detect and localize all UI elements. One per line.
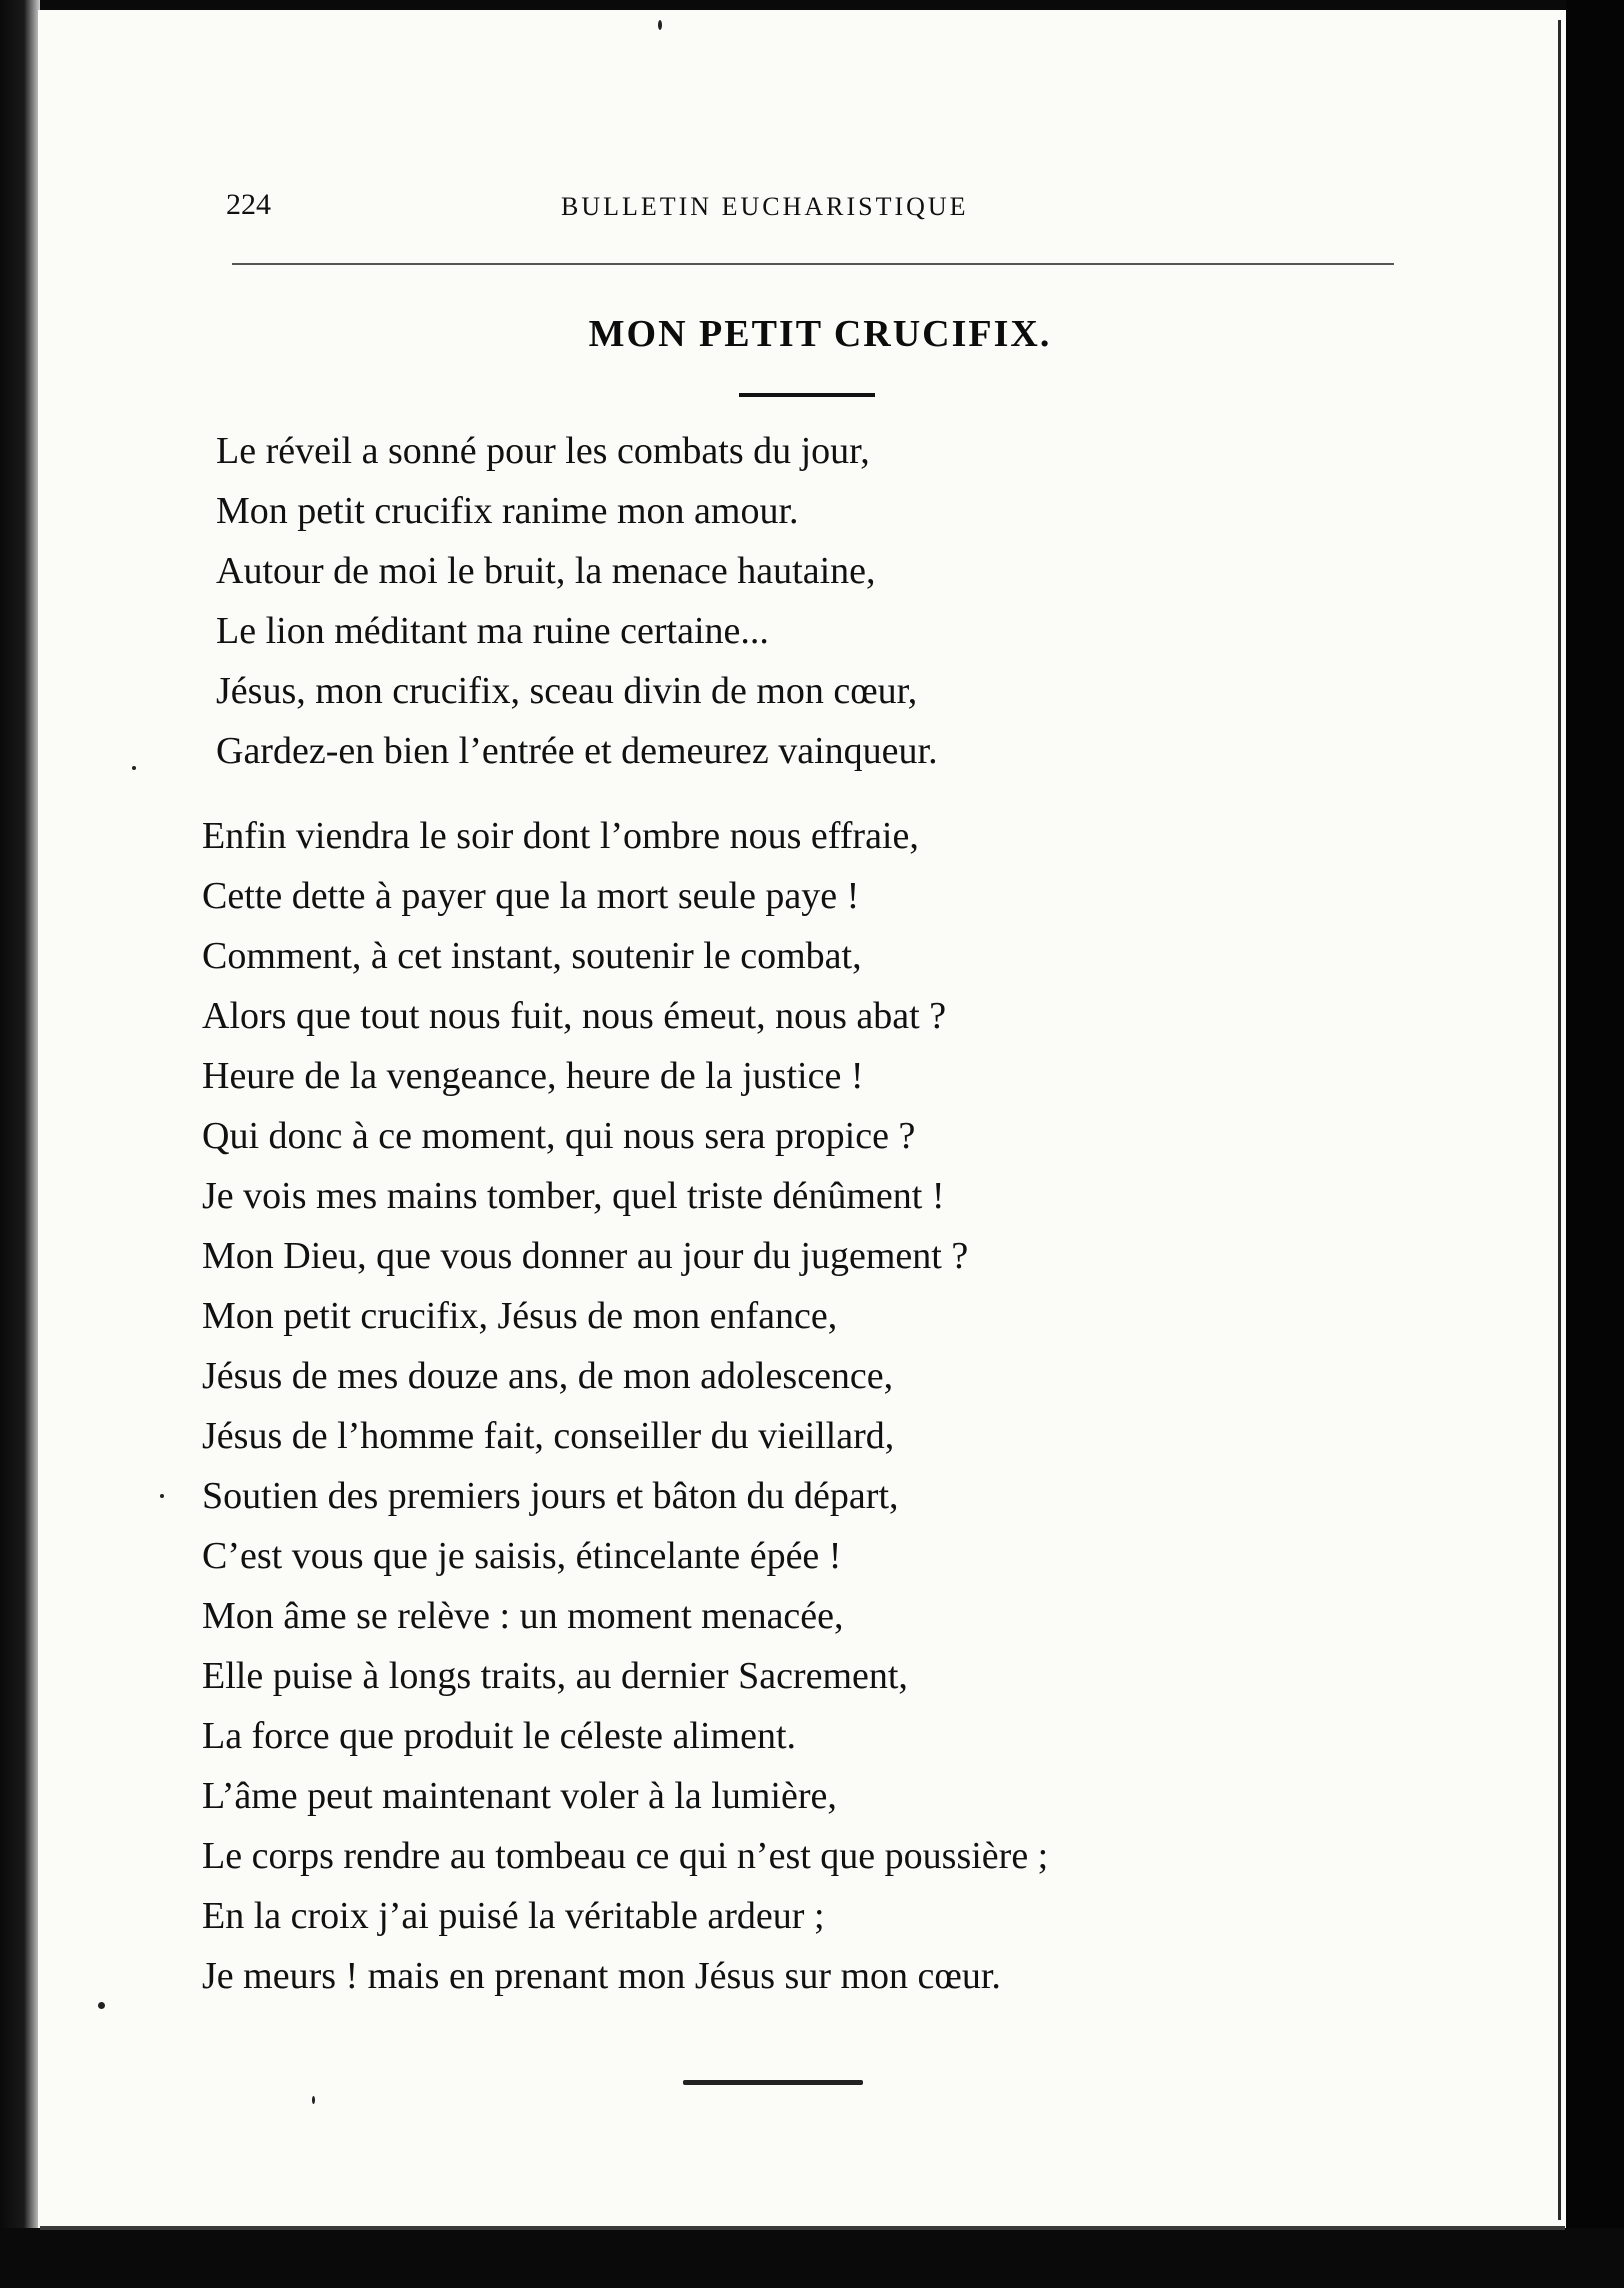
poem-line: Je vois mes mains tomber, quel triste dénûment ! — [202, 1175, 945, 1217]
poem-line: Heure de la vengeance, heure de la justice ! — [202, 1055, 864, 1097]
page-bottom-shadow — [0, 2228, 1624, 2288]
poem-line: Jésus de l’homme fait, conseiller du vieillard, — [202, 1415, 895, 1457]
poem-line: Alors que tout nous fuit, nous émeut, nous abat ? — [202, 995, 947, 1037]
stanza-2 — [202, 806, 1048, 2006]
poem-line: Gardez-en bien l’entrée et demeurez vainqueur. — [216, 730, 938, 772]
poem-line: Mon âme se relève : un moment menacée, — [202, 1595, 844, 1637]
title-rule — [739, 393, 875, 397]
page-number: 224 — [226, 188, 271, 221]
poem-title: MON PETIT CRUCIFIX. — [588, 313, 1052, 355]
poem-line: Mon petit crucifix ranime mon amour. — [216, 490, 799, 532]
poem-line: Soutien des premiers jours et bâton du départ, — [202, 1475, 899, 1517]
print-speck — [160, 1494, 164, 1498]
poem-line: Je meurs ! mais en prenant mon Jésus sur mon cœur. — [202, 1955, 1001, 1997]
poem-line: Jésus de mes douze ans, de mon adolescence, — [202, 1355, 894, 1397]
page-bottom-edge-line — [40, 2226, 1565, 2230]
print-speck — [132, 766, 136, 770]
page-right-edge-line — [1558, 20, 1561, 2220]
end-ornament-rule — [683, 2080, 863, 2085]
poem-line: C’est vous que je saisis, étincelante épée ! — [202, 1535, 842, 1577]
page-left-edge-shadow — [0, 0, 40, 2288]
poem-line: L’âme peut maintenant voler à la lumière, — [202, 1775, 837, 1817]
running-head-title: BULLETIN EUCHARISTIQUE — [561, 192, 969, 221]
print-speck — [98, 2002, 105, 2009]
poem-line: Cette dette à payer que la mort seule paye ! — [202, 875, 860, 917]
poem-line: Autour de moi le bruit, la menace hautaine, — [216, 550, 876, 592]
poem-line: En la croix j’ai puisé la véritable ardeur ; — [202, 1895, 825, 1937]
stanza-1 — [216, 421, 938, 781]
poem-line: Jésus, mon crucifix, sceau divin de mon cœur, — [216, 670, 918, 712]
poem-line: Le réveil a sonné pour les combats du jour, — [216, 430, 870, 472]
page-right-shadow — [1566, 0, 1624, 2288]
header-rule — [232, 263, 1394, 265]
print-speck — [312, 2096, 315, 2104]
print-speck — [658, 20, 662, 30]
running-header — [226, 188, 1396, 238]
poem-line: Qui donc à ce moment, qui nous sera propice ? — [202, 1115, 916, 1157]
poem-line: Enfin viendra le soir dont l’ombre nous effraie, — [202, 815, 919, 857]
poem-line: Elle puise à longs traits, au dernier Sacrement, — [202, 1655, 908, 1697]
poem-line: Comment, à cet instant, soutenir le combat, — [202, 935, 862, 977]
poem-line: Le lion méditant ma ruine certaine... — [216, 610, 769, 652]
poem-line: Mon Dieu, que vous donner au jour du jugement ? — [202, 1235, 969, 1277]
poem-line: Le corps rendre au tombeau ce qui n’est que poussière ; — [202, 1835, 1049, 1877]
poem-line: Mon petit crucifix, Jésus de mon enfance, — [202, 1295, 838, 1337]
poem-line: La force que produit le céleste aliment. — [202, 1715, 797, 1757]
